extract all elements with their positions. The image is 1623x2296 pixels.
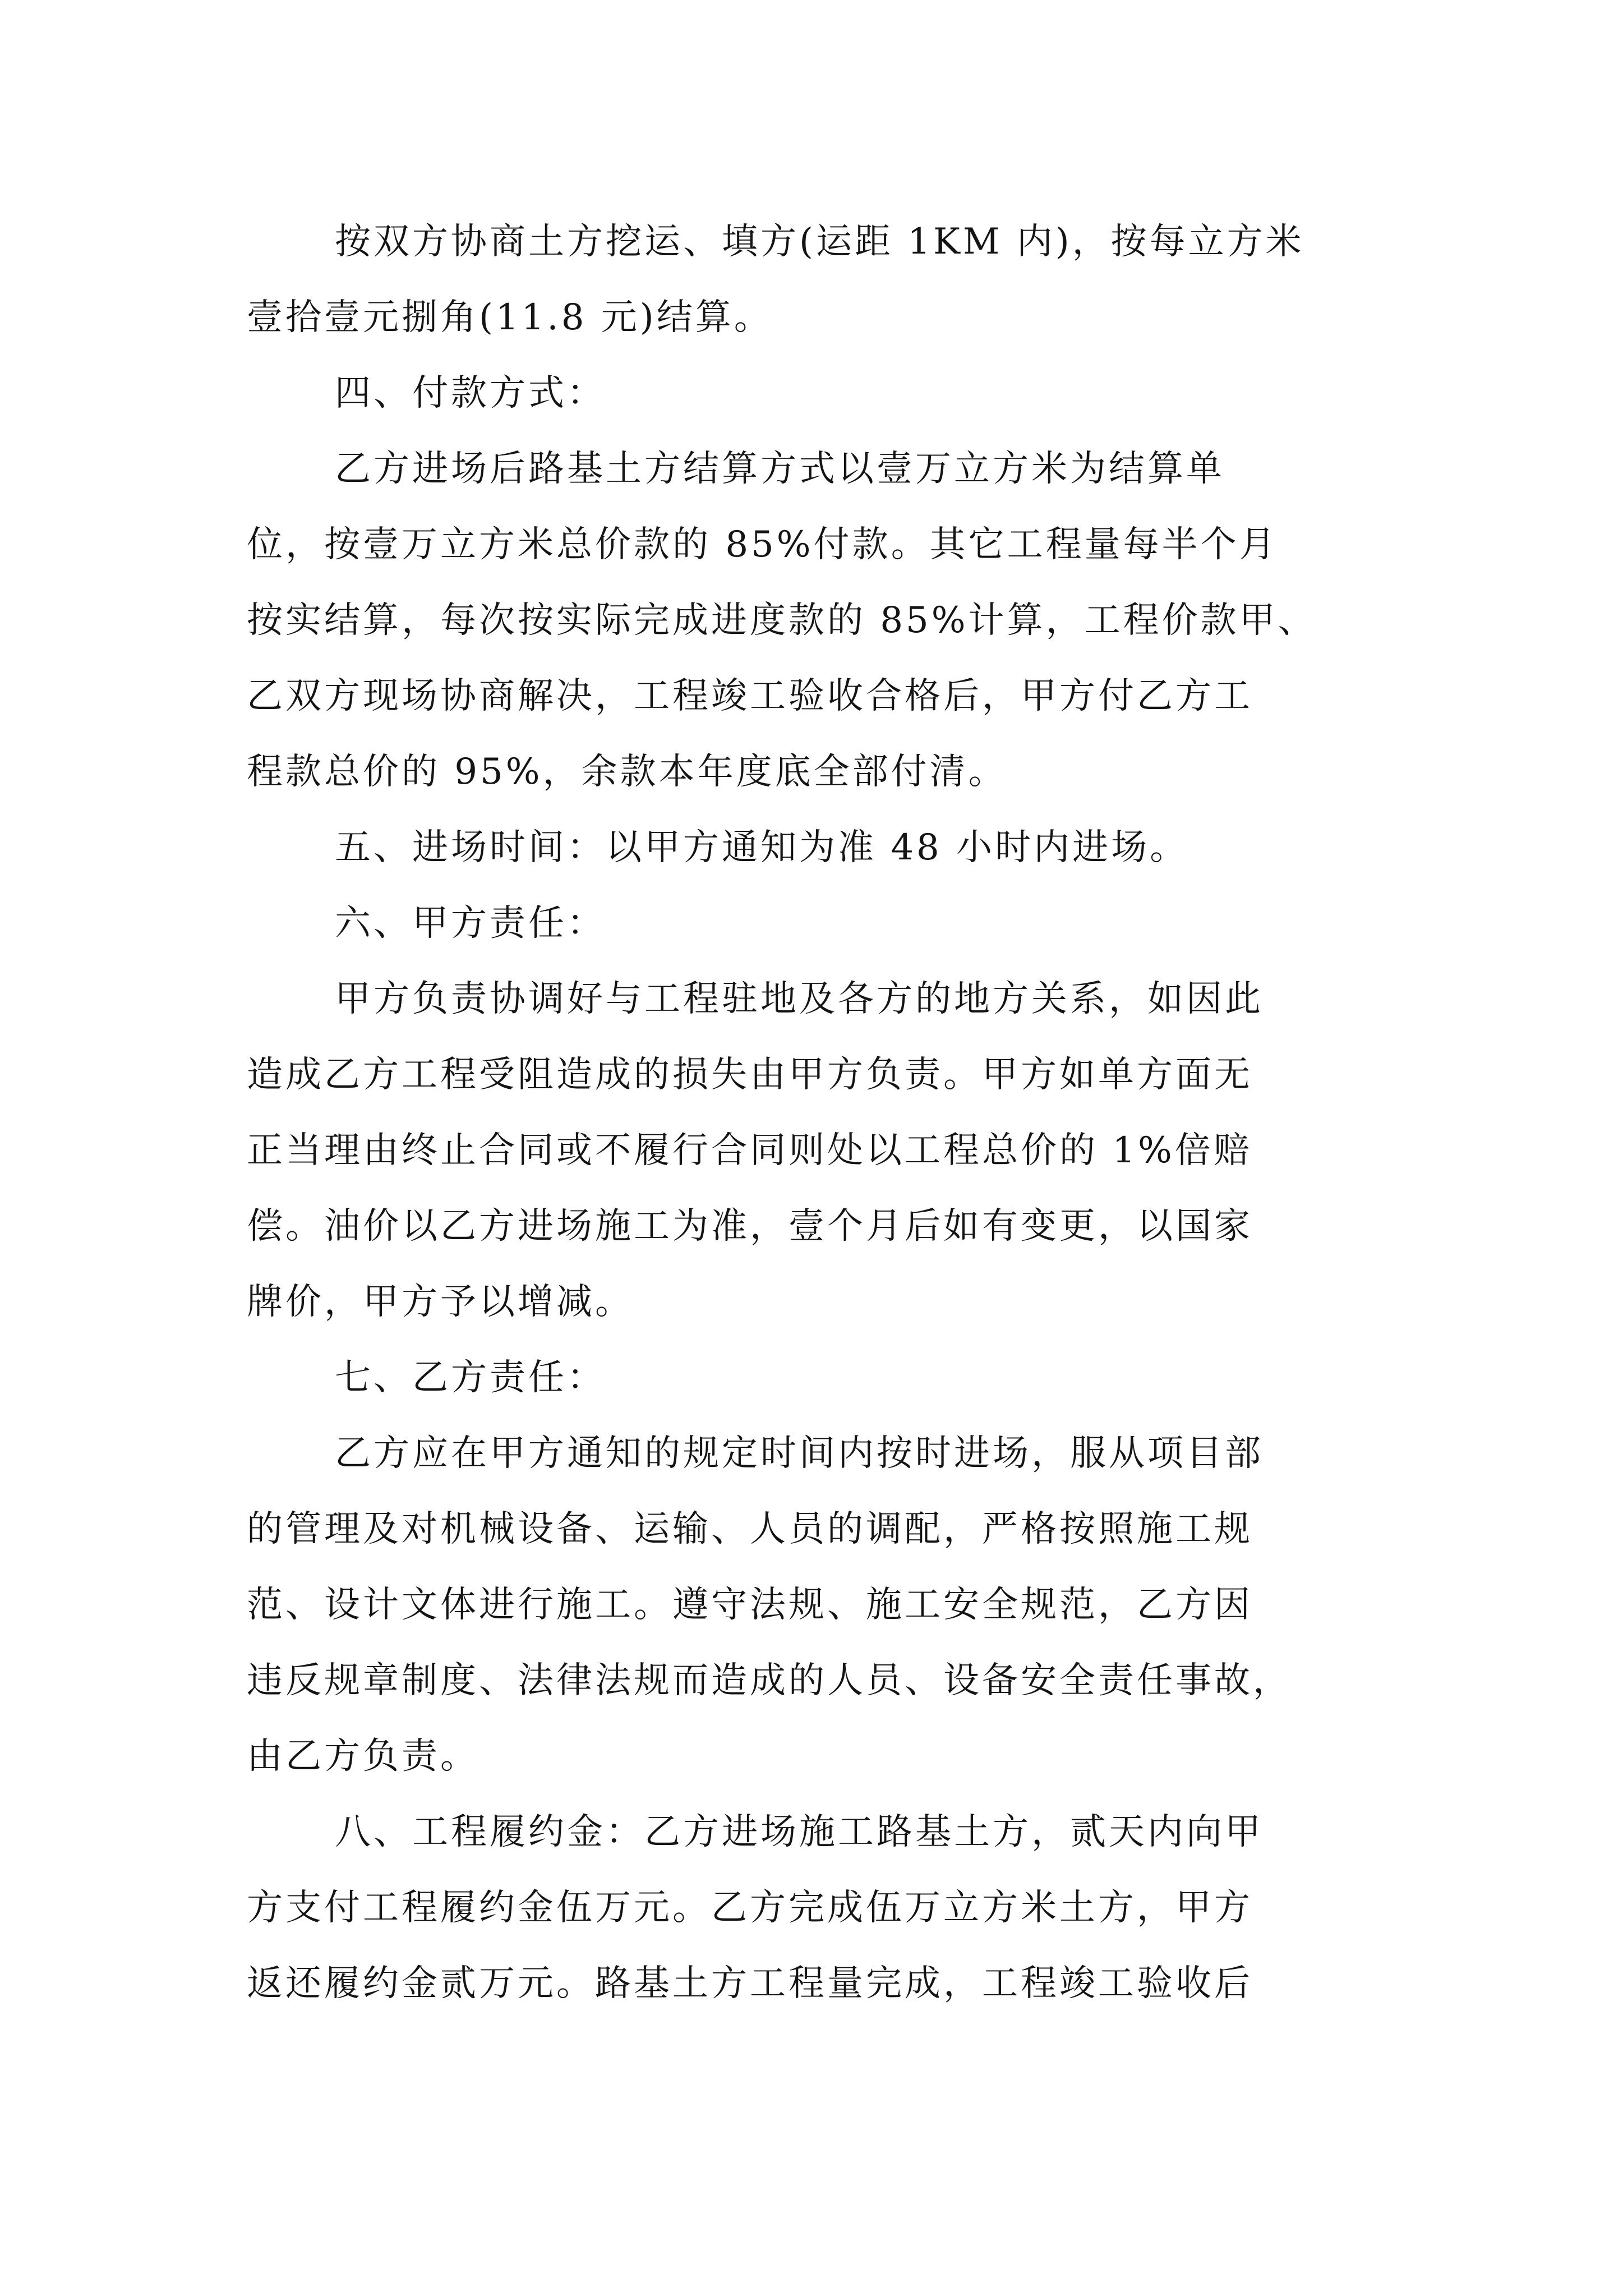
text-line: 位，按壹万立方米总价款的 85%付款。其它工程量每半个月 (247, 524, 1278, 565)
text-line: 造成乙方工程受阻造成的损失由甲方负责。甲方如单方面无 (247, 1054, 1253, 1096)
section-heading: 八、工程履约金：乙方进场施工路基土方，贰天内向甲 (335, 1811, 1264, 1853)
text-line: 甲方负责协调好与工程驻地及各方的地方关系，如因此 (335, 978, 1264, 1020)
text-line: 牌价，甲方予以增减。 (247, 1281, 634, 1323)
text-line: 按实结算，每次按实际完成进度款的 85%计算，工程价款甲、 (247, 600, 1317, 641)
text-line: 由乙方负责。 (247, 1736, 479, 1777)
text-line: 乙方进场后路基土方结算方式以壹万立方米为结算单 (335, 448, 1225, 490)
text-line: 乙双方现场协商解决，工程竣工验收合格后，甲方付乙方工 (247, 675, 1253, 717)
section-heading: 四、付款方式： (335, 372, 606, 414)
text-line: 乙方应在甲方通知的规定时间内按时进场，服从项目部 (335, 1433, 1264, 1474)
text-line: 违反规章制度、法律法规而造成的人员、设备安全责任事故， (247, 1660, 1292, 1701)
section-heading: 六、甲方责任： (335, 903, 606, 944)
section-heading: 五、进场时间：以甲方通知为准 48 小时内进场。 (335, 827, 1189, 868)
text-line: 方支付工程履约金伍万元。乙方完成伍万立方米土方，甲方 (247, 1887, 1253, 1929)
text-line: 返还履约金贰万元。路基土方工程量完成，工程竣工验收后 (247, 1963, 1253, 2004)
text-line: 正当理由终止合同或不履行合同则处以工程总价的 1%倍赔 (247, 1130, 1252, 1171)
text-line: 偿。油价以乙方进场施工为准，壹个月后如有变更，以国家 (247, 1205, 1253, 1247)
text-line: 范、设计文体进行施工。遵守法规、施工安全规范，乙方因 (247, 1584, 1253, 1626)
text-line: 的管理及对机械设备、运输、人员的调配，严格按照施工规 (247, 1508, 1253, 1550)
section-heading: 七、乙方责任： (335, 1357, 606, 1398)
text-line: 程款总价的 95%，余款本年度底全部付清。 (247, 751, 1007, 793)
text-line: 壹拾壹元捌角(11.8 元)结算。 (247, 297, 773, 338)
text-line: 按双方协商土方挖运、填方(运距 1KM 内)，按每立方米 (335, 221, 1304, 263)
